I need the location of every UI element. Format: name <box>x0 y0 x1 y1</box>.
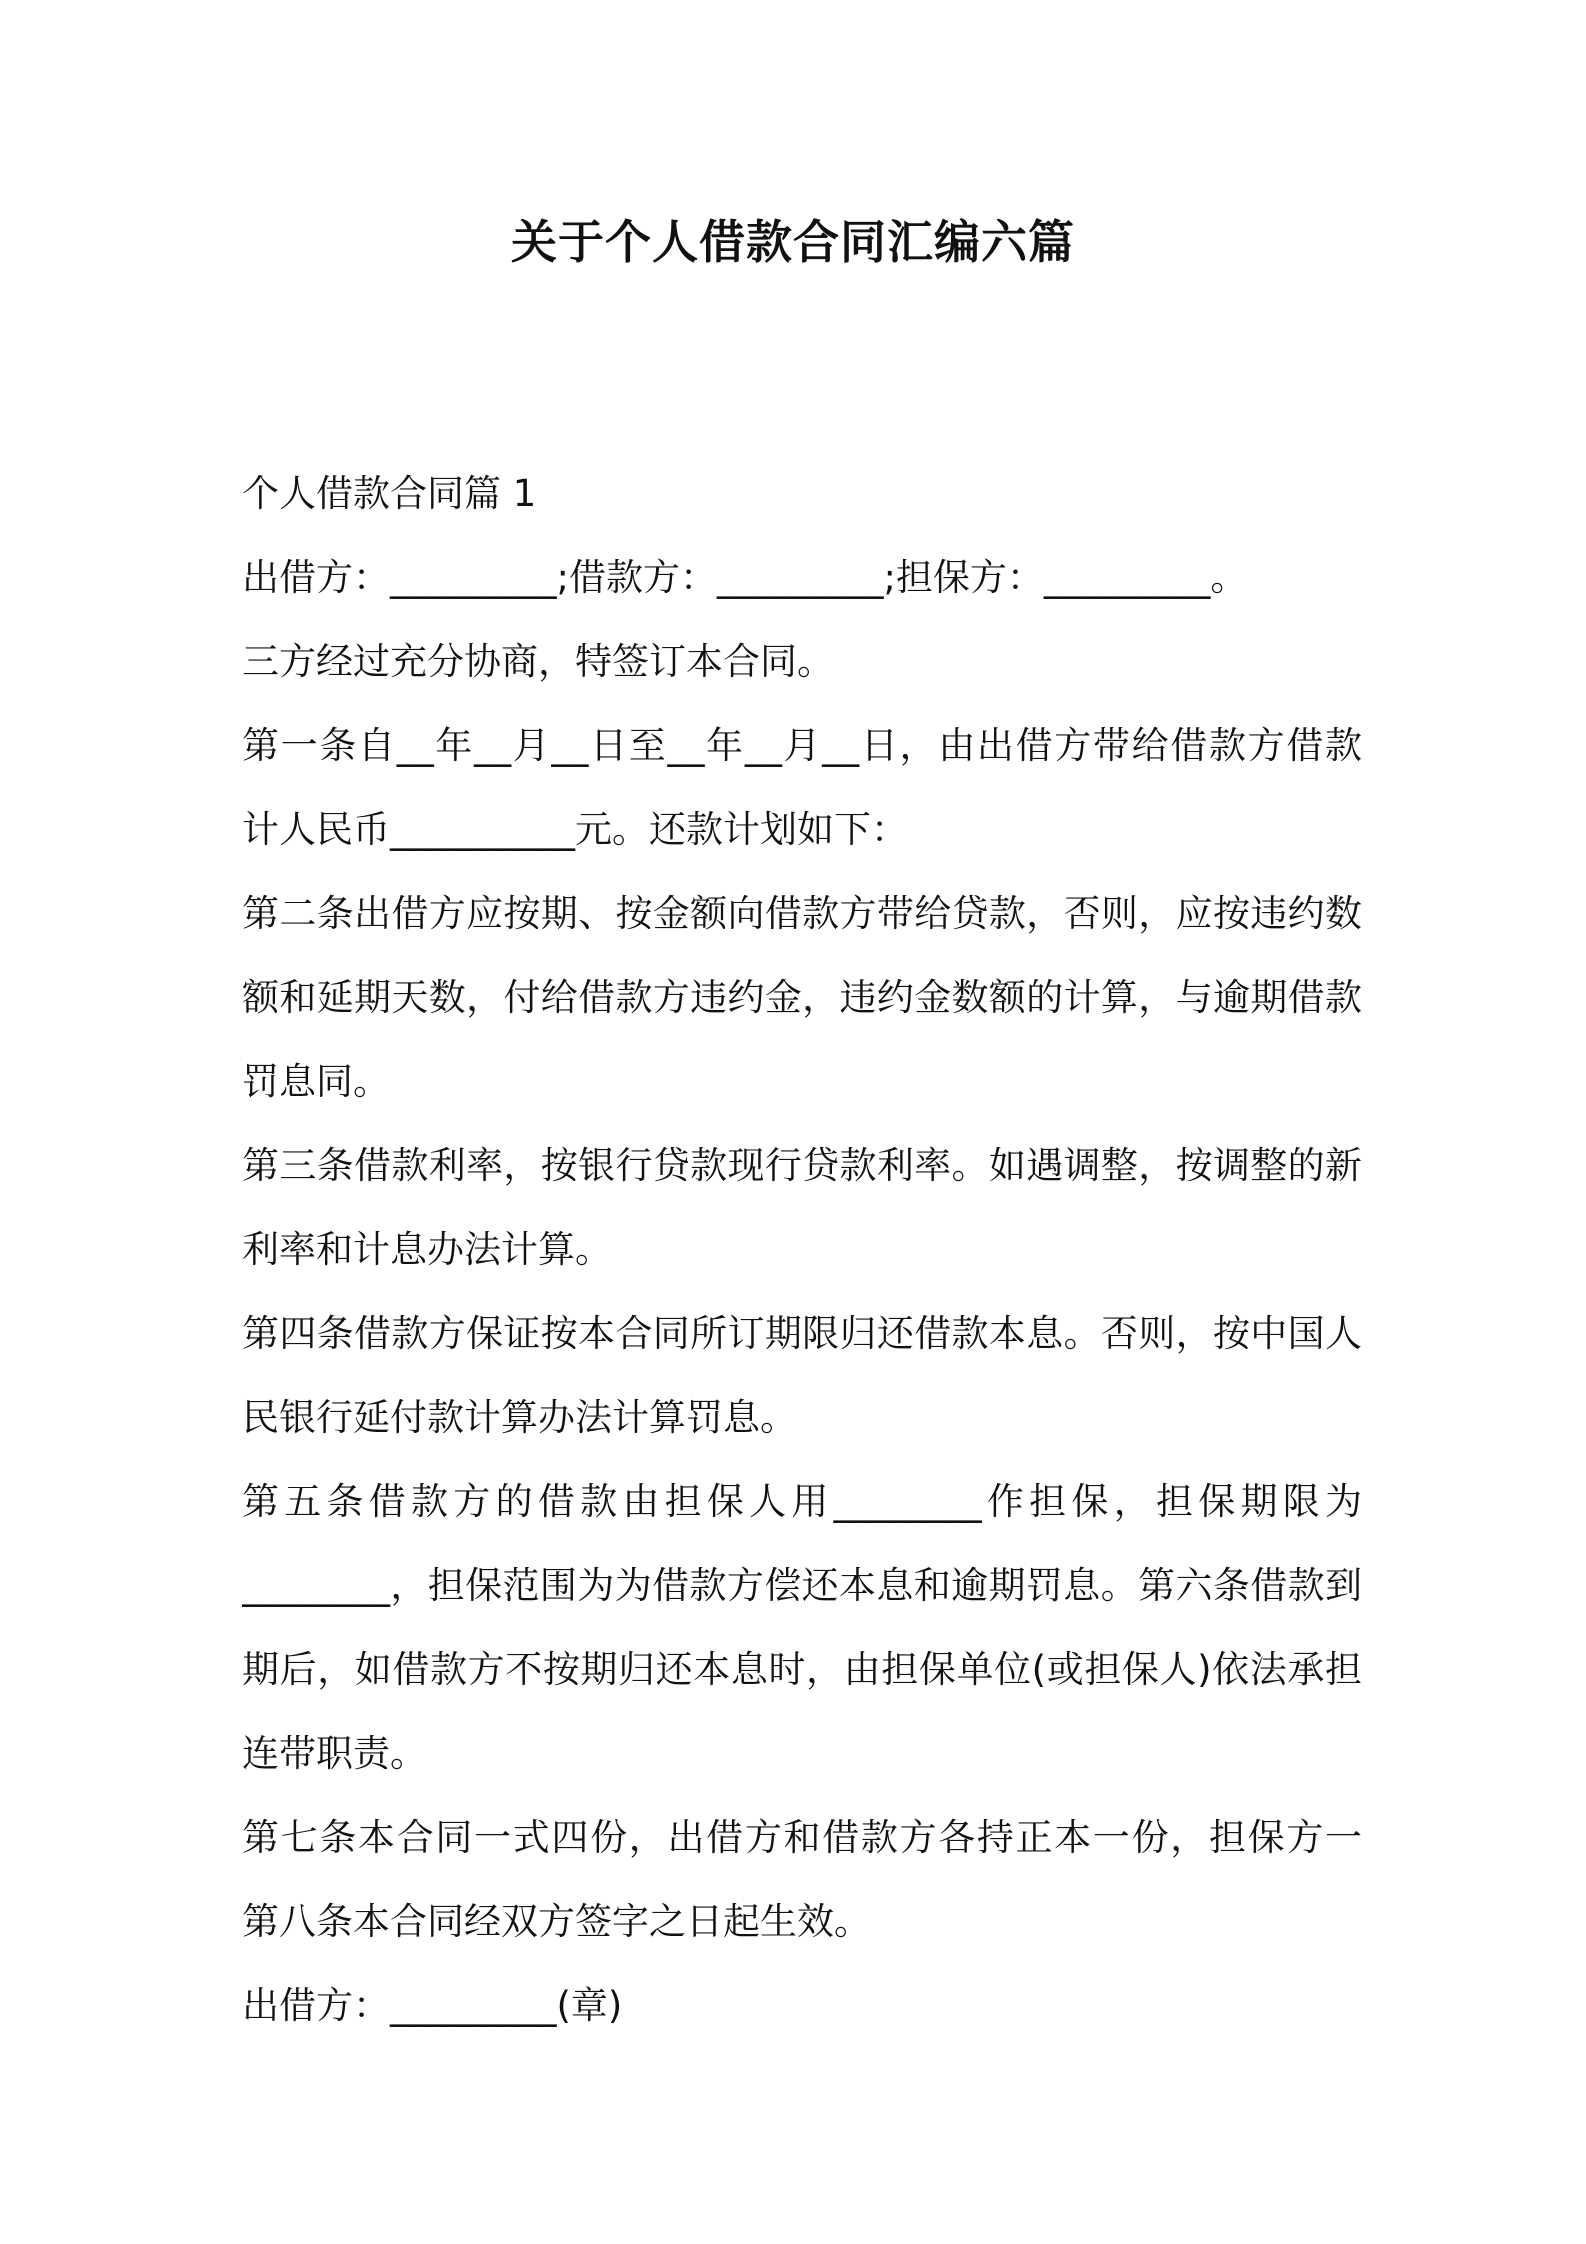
body-line: 第三条借款利率，按银行贷款现行贷款利率。如遇调整，按调整的新 <box>242 1144 1362 1187</box>
section-heading: 个人借款合同篇 1 <box>242 472 537 515</box>
body-line: 第一条自__年__月__日至__年__月__日，由出借方带给借款方借款 <box>242 724 1362 767</box>
body-line: 民银行延付款计算办法计算罚息。 <box>242 1396 797 1439</box>
body-line: 连带职责。 <box>242 1732 427 1775</box>
body-line: 第五条借款方的借款由担保人用________作担保，担保期限为 <box>242 1480 1362 1523</box>
document-title: 关于个人借款合同汇编六篇 <box>511 215 1075 269</box>
body-line: 额和延期天数，付给借款方违约金，违约金数额的计算，与逾期借款 <box>242 976 1362 1019</box>
body-line: 第七条本合同一式四份，出借方和借款方各持正本一份，担保方一 <box>242 1816 1362 1859</box>
signature-line: 出借方：_________(章) <box>242 1984 623 2027</box>
body-line: 计人民币__________元。还款计划如下： <box>242 808 908 851</box>
body-line: 罚息同。 <box>242 1060 390 1103</box>
body-line: 第八条本合同经双方签字之日起生效。 <box>242 1900 871 1943</box>
body-line: 第四条借款方保证按本合同所订期限归还借款本息。否则，按中国人 <box>242 1312 1362 1355</box>
body-line: 期后，如借款方不按期归还本息时，由担保单位(或担保人)依法承担 <box>242 1648 1362 1691</box>
body-line: 利率和计息办法计算。 <box>242 1228 612 1271</box>
document-body <box>242 452 1362 2048</box>
body-line: 三方经过充分协商，特签订本合同。 <box>242 640 834 683</box>
body-line: ________，担保范围为为借款方偿还本息和逾期罚息。第六条借款到 <box>242 1564 1362 1607</box>
parties-line: 出借方：_________;借款方：_________;担保方：_________。 <box>242 556 1248 599</box>
body-line: 第二条出借方应按期、按金额向借款方带给贷款，否则，应按违约数 <box>242 892 1362 935</box>
